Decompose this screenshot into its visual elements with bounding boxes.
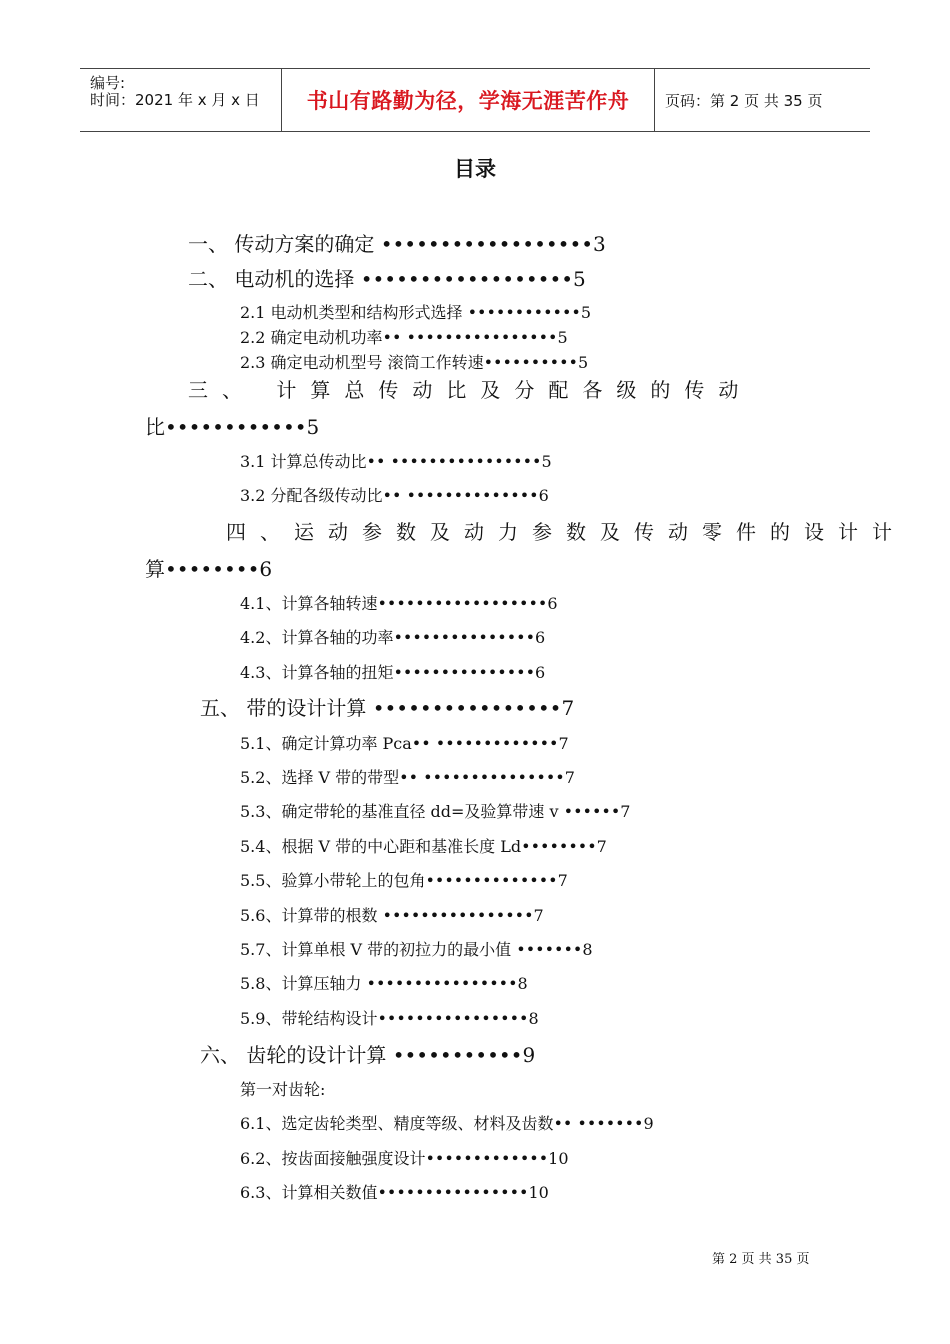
header-meta-cell bbox=[80, 69, 282, 131]
toc-entry-5-6: 5.6、计算带的根数 ••••••••••••••••7 bbox=[240, 906, 544, 925]
header-motto-cell bbox=[282, 69, 655, 131]
toc-entry-4-2: 4.2、计算各轴的功率•••••••••••••••6 bbox=[240, 628, 546, 647]
toc-entry-5-5: 5.5、验算小带轮上的包角••••••••••••••7 bbox=[240, 871, 568, 890]
toc-entry-3-2: 3.2 分配各级传动比•• ••••••••••••••6 bbox=[240, 486, 549, 505]
toc-entry-3: 三、 计算总传动比及分配各级的传动 bbox=[188, 378, 753, 402]
toc-entry-4-cont: 算••••••••6 bbox=[145, 557, 273, 581]
toc-entry-6-1: 6.1、选定齿轮类型、精度等级、材料及齿数•• •••••••9 bbox=[240, 1114, 654, 1133]
toc-entry-4-3: 4.3、计算各轴的扭矩•••••••••••••••6 bbox=[240, 663, 546, 682]
toc-entry-5-8: 5.8、计算压轴力 ••••••••••••••••8 bbox=[240, 974, 528, 993]
header-page-info: 页码：第 2 页 共 35 页 bbox=[665, 91, 823, 110]
toc-entry-4-1: 4.1、计算各轴转速••••••••••••••••••6 bbox=[240, 594, 558, 613]
toc-entry-4: 四、运动参数及动力参数及传动零件的设计计 bbox=[226, 520, 906, 544]
toc-entry-6-3: 6.3、计算相关数值••••••••••••••••10 bbox=[240, 1183, 549, 1202]
toc-entry-6: 六、 齿轮的设计计算 •••••••••••9 bbox=[200, 1043, 536, 1067]
toc-entry-3-cont: 比••••••••••••5 bbox=[145, 415, 320, 439]
toc-entry-5: 五、 带的设计计算 ••••••••••••••••7 bbox=[200, 696, 575, 720]
document-time-label: 时间：2021 年 x 月 x 日 bbox=[90, 91, 260, 109]
toc-entry-3-1: 3.1 计算总传动比•• ••••••••••••••••5 bbox=[240, 452, 552, 471]
toc-entry-2-2: 2.2 确定电动机功率•• ••••••••••••••••5 bbox=[240, 328, 568, 347]
toc-entry-2: 二、 电动机的选择 ••••••••••••••••••5 bbox=[188, 267, 586, 291]
toc-subheading-first-gear-pair: 第一对齿轮: bbox=[240, 1080, 326, 1099]
page-title: 目录 bbox=[454, 157, 496, 181]
page-header bbox=[80, 68, 870, 132]
toc-entry-6-2: 6.2、按齿面接触强度设计•••••••••••••10 bbox=[240, 1149, 569, 1168]
toc-entry-5-3: 5.3、确定带轮的基准直径 dd=及验算带速 v ••••••7 bbox=[240, 802, 631, 821]
header-page-cell bbox=[655, 69, 870, 131]
toc-entry-5-9: 5.9、带轮结构设计••••••••••••••••8 bbox=[240, 1009, 539, 1028]
toc-entry-5-2: 5.2、选择 V 带的带型•• •••••••••••••••7 bbox=[240, 768, 575, 787]
page-footer: 第 2 页 共 35 页 bbox=[712, 1252, 810, 1267]
toc-entry-5-1: 5.1、确定计算功率 Pca•• •••••••••••••7 bbox=[240, 734, 569, 753]
header-motto: 书山有路勤为径，学海无涯苦作舟 bbox=[306, 89, 630, 113]
toc-entry-5-7: 5.7、计算单根 V 带的初拉力的最小值 •••••••8 bbox=[240, 940, 593, 959]
document-number-label: 编号: bbox=[90, 74, 126, 92]
toc-entry-1: 一、 传动方案的确定 ••••••••••••••••••3 bbox=[188, 232, 606, 256]
toc-entry-2-3: 2.3 确定电动机型号 滚筒工作转速••••••••••5 bbox=[240, 353, 589, 372]
toc-entry-5-4: 5.4、根据 V 带的中心距和基准长度 Ld••••••••7 bbox=[240, 837, 607, 856]
toc-entry-2-1: 2.1 电动机类型和结构形式选择 ••••••••••••5 bbox=[240, 303, 592, 322]
